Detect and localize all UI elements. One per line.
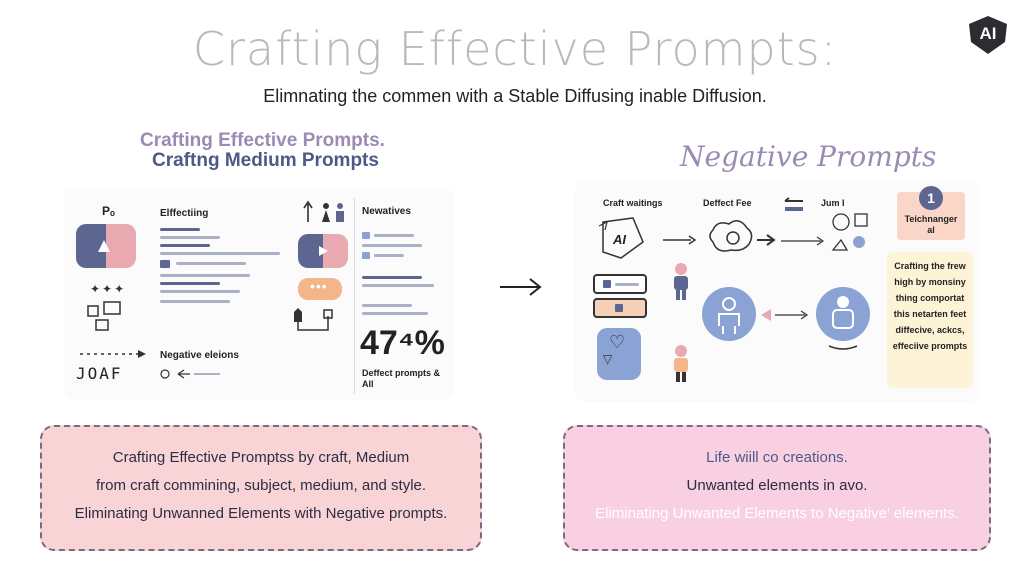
person-icon [669,262,693,302]
craft-waitings-label: Craft waitings [603,198,663,208]
right-summary-line-2: Unwanted elements in avo. [686,477,868,494]
stat-caption: Deffect prompts & All [362,368,441,389]
page-subtitle: Elimnating the commen with a Stable Diffusing inable Diffusion. [263,86,767,106]
gadgets-icon [86,298,126,334]
ai-label: AI [613,232,626,247]
chevron-right-icon [757,234,777,246]
p-label: Pₒ [102,204,115,218]
step-title: Teichnanger al [904,214,958,235]
defect-fee-label: Deffect Fee [703,198,752,208]
robot-circle-icon [815,286,871,350]
joaf-label: JOAF [76,364,123,383]
left-illustration-panel: Pₒ ✦✦✦ JOAF Elffectiing Negative eleions ••• Newatives 47⁴% Deffect prompts & All [64,188,454,400]
user-circle-icon [701,286,757,342]
arrow-right-small-icon [663,234,697,246]
right-summary-line-1: Life wiill co creations. [706,449,848,466]
left-heading-primary: Crafting Effective Prompts. [140,130,385,151]
person-2-icon [669,344,693,384]
jum-label: Jum I [821,198,845,208]
newatives-label: Newatives [362,206,411,217]
dotted-arrow-icon [78,348,148,360]
negative-elements-label: Negative eleions [160,350,239,361]
left-summary-line-2: from craft commining, subject, medium, and style. [95,477,427,494]
play-icon [316,244,330,258]
effecting-label: Elffectiing [160,208,209,219]
network-icon [827,208,873,258]
back-arrow-pink-icon [759,308,811,322]
stat-value: 47⁴% [360,324,445,362]
left-summary-box [40,425,482,551]
back-arrow-icon [160,368,224,380]
people-icon [302,200,352,224]
right-illustration-panel: Craft waitings AI ♡ ▽ Deffect Fee Jum I 1 Teichnanger al Crafting the frew high by monsiny thing comportat this netarten feet diffecive, ackcs, effeciive prompts [575,180,980,402]
right-summary-line-3: Eliminating Unwanted Elements to Negative’ elements. [595,505,959,522]
left-summary-line-3: Eliminating Unwanned Elements with Negative prompts. [74,505,448,522]
ai-logo-badge [966,14,1010,56]
connector-icon [290,306,340,334]
arrow-right-2-icon [781,236,827,246]
side-note-text: Crafting the frew high by monsiny thing comportat this netarten feet diffecive, ackcs, effeciive prompts [892,261,968,351]
left-summary-line-1: Crafting Effective Promptss by craft, Medium [112,449,410,466]
swap-arrows-icon [781,196,807,214]
ai-logo-text: AI [979,24,997,43]
right-summary-box [563,425,991,551]
page-title: Crafting Effective Prompts: [192,22,838,76]
step-number-badge: 1 [919,186,943,210]
right-heading: Negative Prompts [680,140,937,173]
right-arrow-icon [498,275,544,299]
left-heading-secondary: Craftng Medium Prompts [152,150,379,171]
sparkle-icon: ✦✦✦ [90,282,127,296]
arrow-up-icon [96,238,112,254]
tools-cloud-icon [703,212,757,260]
